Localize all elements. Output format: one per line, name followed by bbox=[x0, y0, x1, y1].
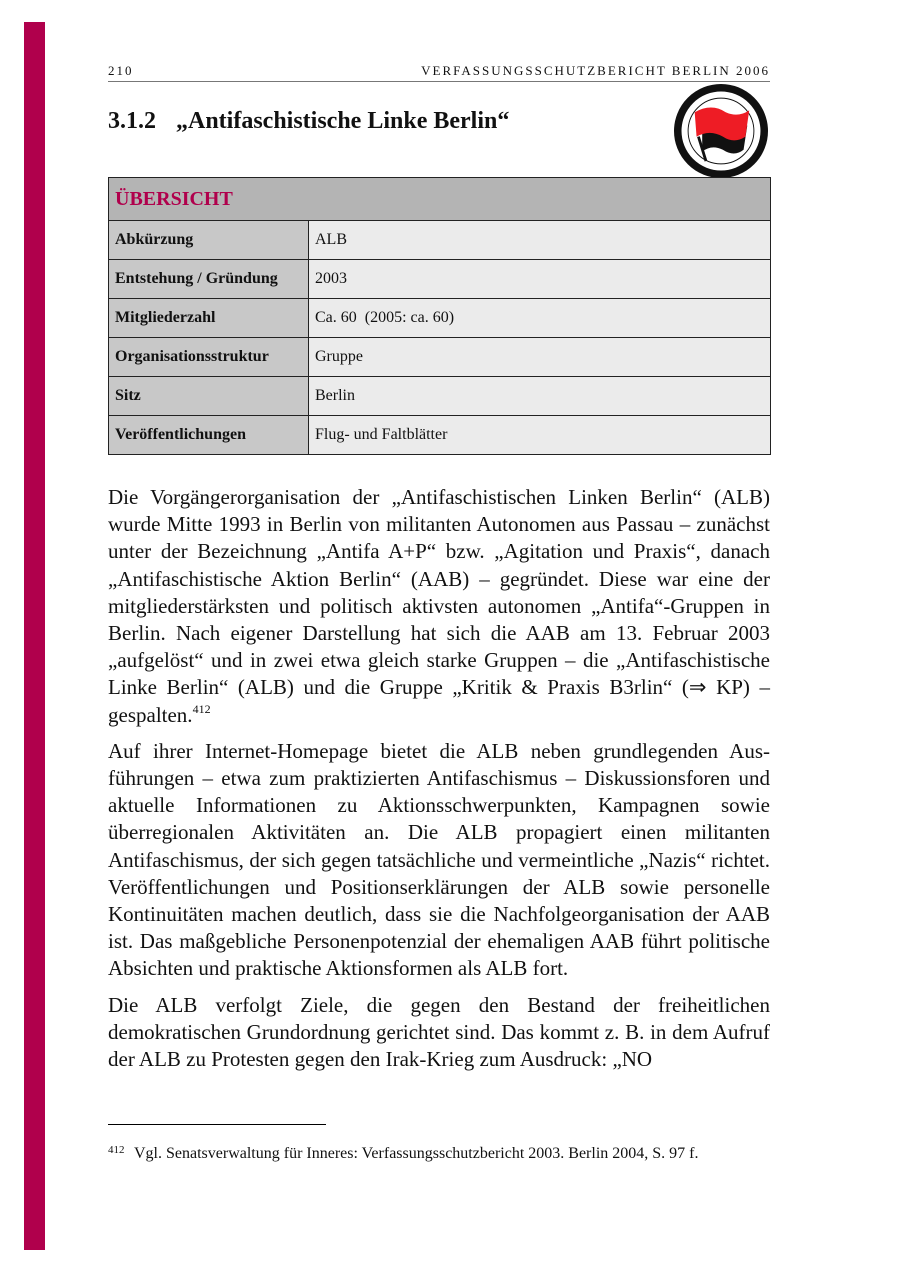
paragraph: Die ALB verfolgt Ziele, die gegen den Bestand der freiheitlichen demokratischen Grundordnung gerichtet sind. Das kommt z. B. in dem Aufruf der ALB zu Protesten gegen den Irak-Krieg zum Ausdruck: „NO bbox=[108, 992, 770, 1072]
row-value: Berlin bbox=[309, 377, 771, 416]
table-row bbox=[109, 260, 771, 299]
body-text bbox=[108, 484, 770, 1082]
table-row bbox=[109, 338, 771, 377]
table-row bbox=[109, 221, 771, 260]
table-row bbox=[109, 377, 771, 416]
section-title bbox=[108, 108, 509, 135]
running-header bbox=[108, 63, 770, 82]
footnote-reference[interactable]: 412 bbox=[192, 701, 211, 716]
row-value: Flug- und Faltblätter bbox=[309, 416, 771, 455]
footnote-divider bbox=[108, 1124, 326, 1125]
row-value: Gruppe bbox=[309, 338, 771, 377]
row-value: 2003 bbox=[309, 260, 771, 299]
section-number: 3.1.2 bbox=[108, 108, 156, 134]
footnote-number: 412 bbox=[108, 1144, 125, 1156]
row-value: ALB bbox=[309, 221, 771, 260]
row-key: Entstehung / Gründung bbox=[109, 260, 309, 299]
paragraph: Auf ihrer Internet-Homepage bietet die ALB neben grundlegenden Ausführungen – etwa zum praktizierten Antifaschismus – Diskussionsforen und aktuelle Informationen zu Aktionsschwerpunkten, Kampagnen sowie überregionalen Aktivitäten an. Die ALB propagiert einen militanten Antifaschismus, der sich gegen tatsächliche und vermeintliche „Nazis“ richtet. Veröffentlichungen und Positionserklärungen der ALB sowie personelle Kontinuitäten machen deutlich, dass sie die Nachfolgeorganisation der AAB ist. Das maßgebliche Personenpotenzial der ehemaligen AAB führt politische Absichten und praktische Aktionsformen als ALB fort. bbox=[108, 738, 770, 981]
margin-color-bar bbox=[24, 22, 45, 1250]
running-title: VERFASSUNGSSCHUTZBERICHT BERLIN 2006 bbox=[421, 63, 770, 78]
row-key: Sitz bbox=[109, 377, 309, 416]
table-row bbox=[109, 299, 771, 338]
row-key: Abkürzung bbox=[109, 221, 309, 260]
table-row bbox=[109, 416, 771, 455]
footnote-text: Vgl. Senatsverwaltung für Inneres: Verfassungsschutzbericht 2003. Berlin 2004, S. 97 f. bbox=[134, 1145, 699, 1162]
page-number: 210 bbox=[108, 63, 134, 78]
section-title-text: „Antifaschistische Linke Berlin“ bbox=[176, 108, 510, 134]
row-value: Ca. 60 (2005: ca. 60) bbox=[309, 299, 771, 338]
antifa-logo bbox=[674, 84, 768, 178]
overview-heading: ÜBERSICHT bbox=[109, 178, 771, 221]
paragraph-text: Die Vorgängerorganisation der „Antifaschistischen Linken Berlin“ (ALB) wurde Mitte 1993 in Berlin von militanten Autonomen aus Passau – zunächst unter der Bezeichnung „Antifa A+P“ bzw. „Agitation und Praxis“, danach „Antifaschistische Aktion Berlin“ (AAB) – gegründet. Diese war eine der mitgliederstärksten und politisch aktivsten autonomen „Antifa“-Gruppen in Berlin. Nach eigener Darstellung hat sich die AAB am 13. Februar 2003 „aufgelöst“ und in zwei etwa gleich starke Gruppen – die „Antifaschistische Linke Berlin“ (ALB) und die Gruppe „Kritik & Praxis B3rlin“ (⇒ KP) – gespalten. bbox=[108, 485, 770, 727]
paragraph bbox=[108, 484, 770, 729]
row-key: Veröffentlichungen bbox=[109, 416, 309, 455]
row-key: Organisationsstruktur bbox=[109, 338, 309, 377]
footnote bbox=[108, 1143, 770, 1164]
overview-table bbox=[108, 177, 771, 455]
row-key: Mitgliederzahl bbox=[109, 299, 309, 338]
